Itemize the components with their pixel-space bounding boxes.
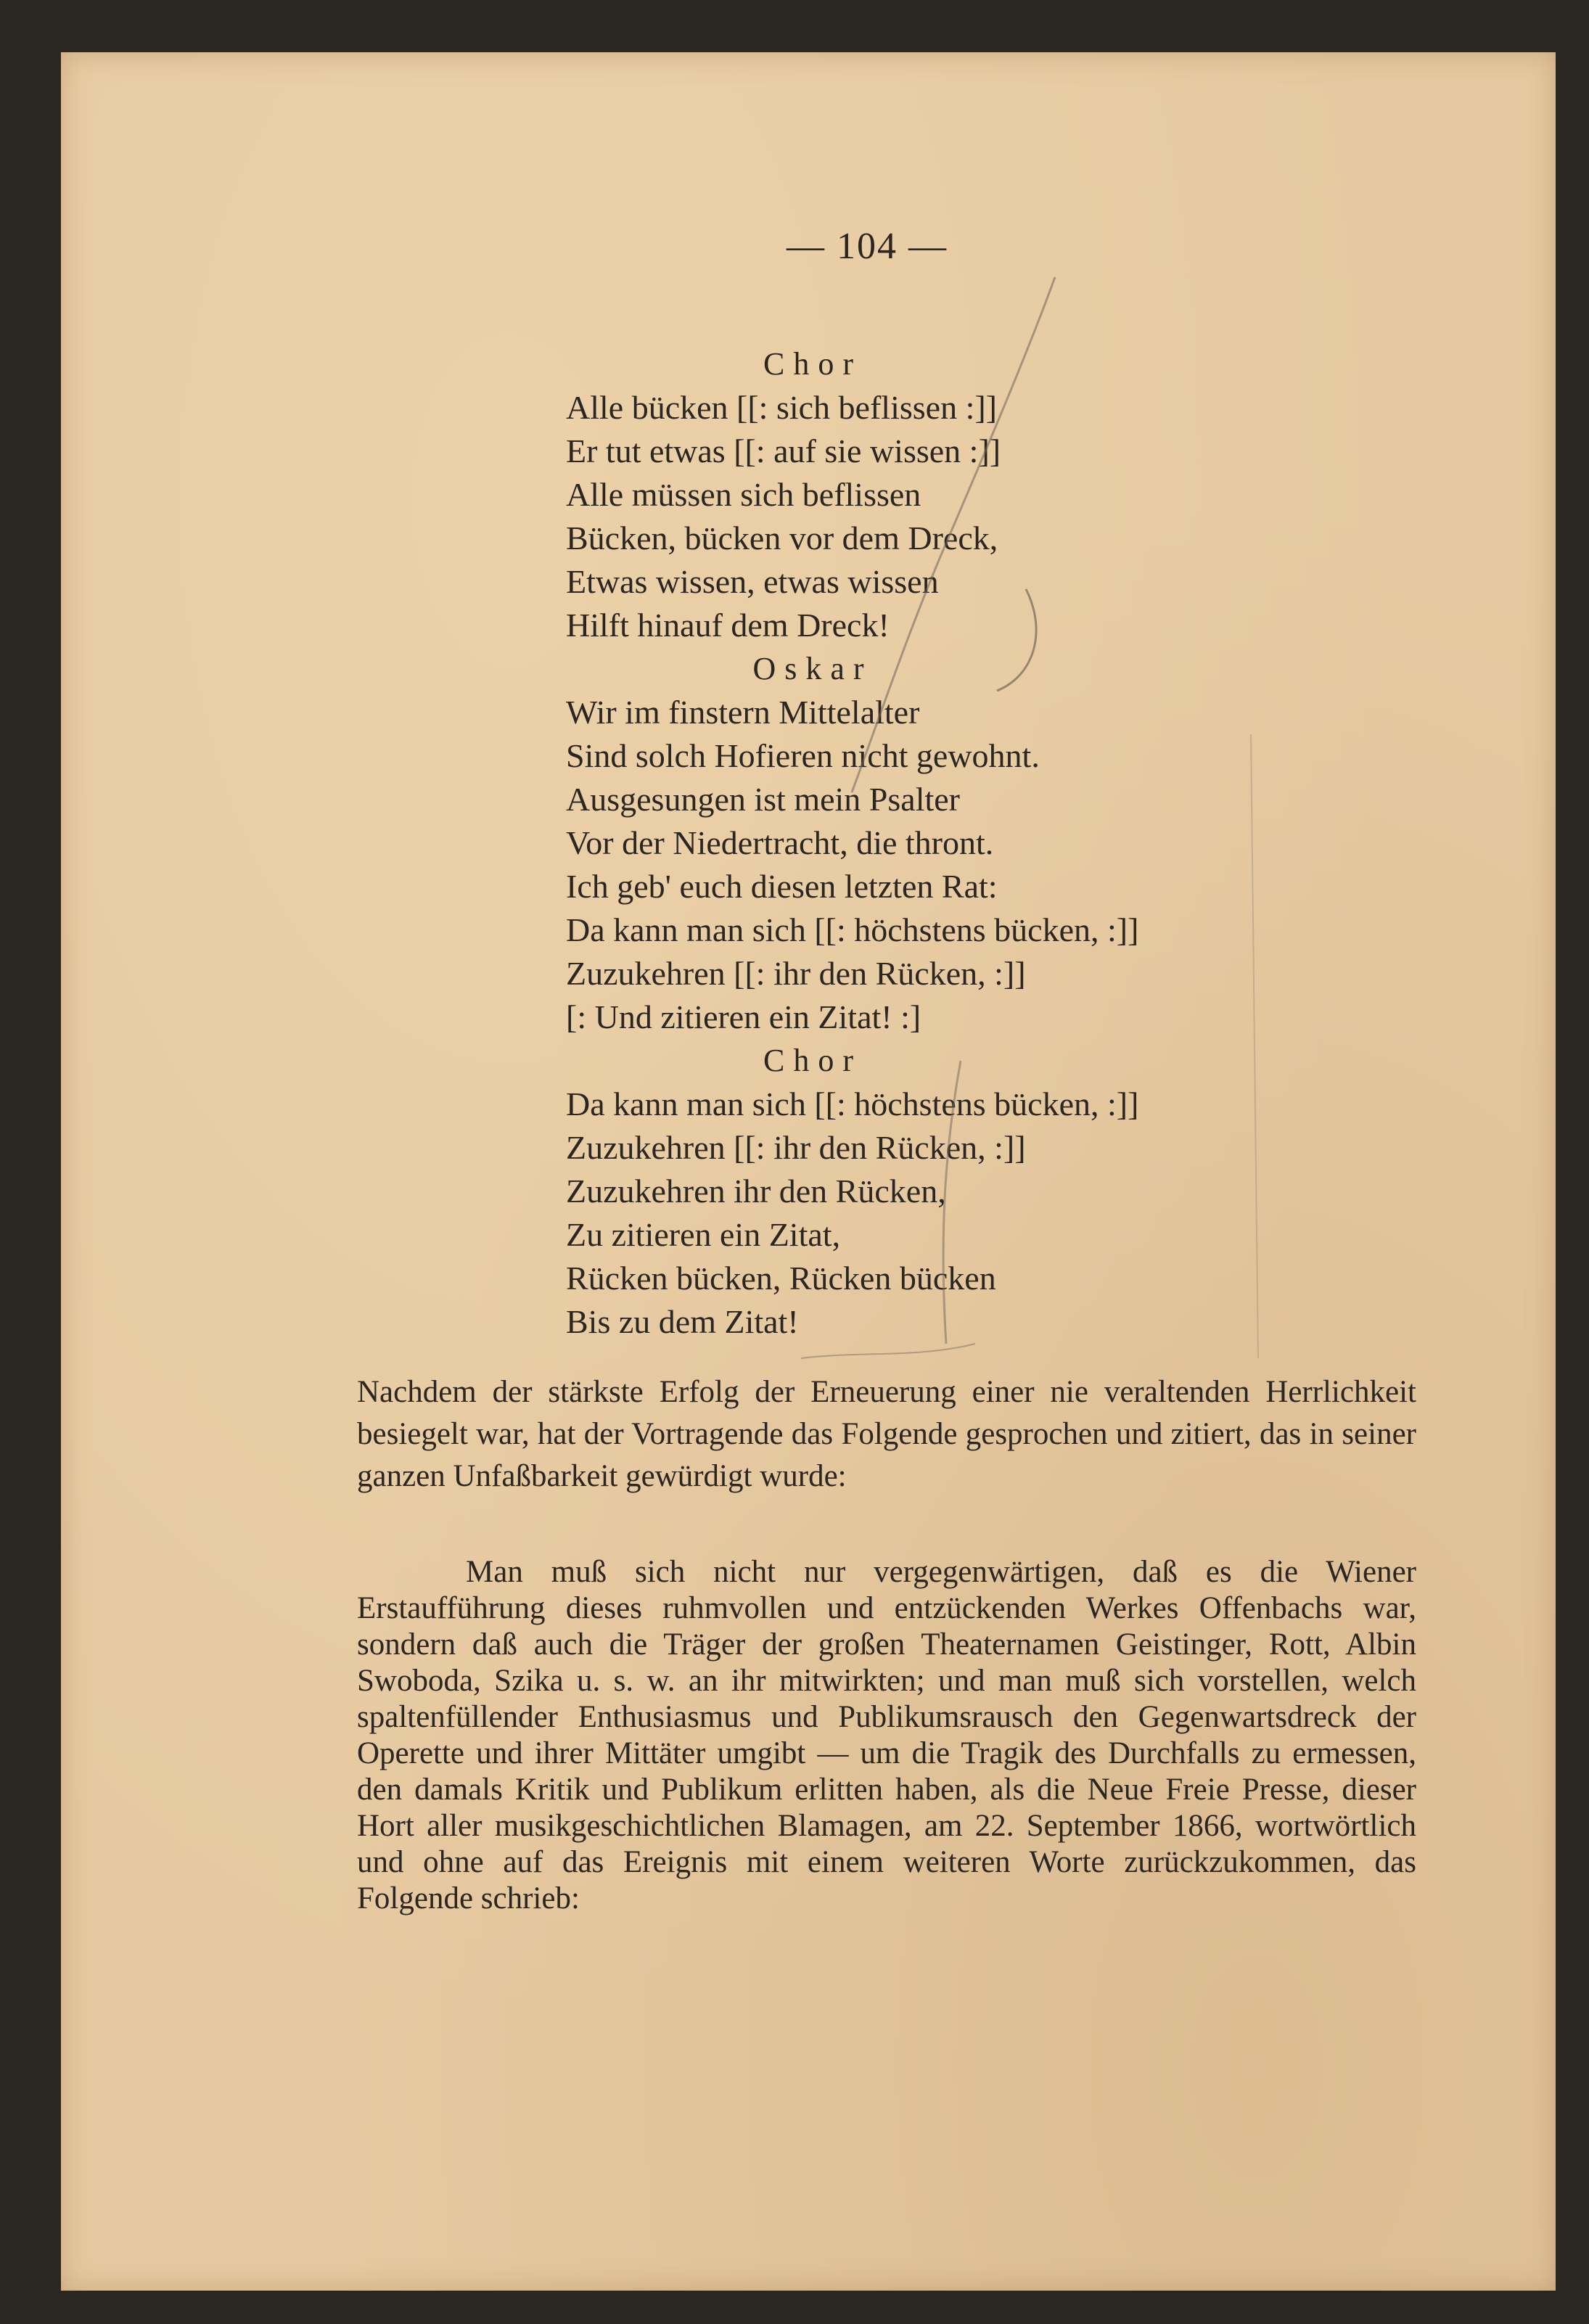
verse-line: Rücken bücken, Rücken bücken [566,1260,996,1297]
verse-line: Bis zu dem Zitat! [566,1303,799,1340]
speaker-heading: Chor [763,1043,862,1078]
verse-line: Da kann man sich [[: höchstens bücken, :]] [566,911,1139,948]
verse-line: Ausgesungen ist mein Psalter [566,781,960,818]
verse-line: Wir im finstern Mittelalter [566,694,920,731]
verse-line: Alle müssen sich beflissen [566,476,921,513]
pencil-stroke [801,1344,975,1358]
verse-line: Zuzukehren ihr den Rücken, [566,1173,946,1210]
verse-line: Er tut etwas [[: auf sie wissen :]] [566,432,1001,469]
paragraph-body: Man muß sich nicht nur vergegenwärtigen, daß es die Wiener Erstaufführung dieses ruhmvollen und entzückenden Werkes Offenbachs war, sondern daß auch die Träger der großen Theaternamen Geistinger, Rott, Albin Swoboda, Szika u. s. w. an ihr mitwirkten; und man muß sich vorstellen, welch spaltenfüllender Enthusiasmus und Publikumsrausch den Gegenwartsdreck der Operette und ihrer Mittäter umgibt — um die Tragik des Durchfalls zu ermessen, den damals Kritik und Publikum erlitten haben, als die Neue Freie Presse, dieser Hort aller musikgeschichtlichen Blamagen, am 22. September 1866, wortwörtlich und ohne auf das Ereignis mit einem weiteren Worte zurückzukommen, das Folgende schrieb: [357,1555,1416,1916]
speaker-heading: Oskar [752,651,873,686]
verse-line: Zuzukehren [[: ihr den Rücken, :]] [566,1129,1026,1166]
verse-line: Bücken, bücken vor dem Dreck, [566,520,998,557]
verse-block [566,342,1364,1344]
verse-line: Sind solch Hofieren nicht gewohnt. [566,737,1040,774]
verse-line: Zuzukehren [[: ihr den Rücken, :]] [566,955,1026,992]
speaker-heading: Chor [763,346,862,382]
verse-line: [: Und zitieren ein Zitat! :] [566,998,921,1035]
verse-line: Etwas wissen, etwas wissen [566,563,939,600]
document-page [61,52,1556,2291]
page-number: — 104 — [787,226,948,267]
verse-line: Zu zitieren ein Zitat, [566,1216,841,1253]
verse-line: Da kann man sich [[: höchstens bücken, :]] [566,1085,1139,1122]
verse-line: Alle bücken [[: sich beflissen :]] [566,389,997,426]
verse-line: Hilft hinauf dem Dreck! [566,607,890,644]
verse-line: Vor der Niedertracht, die thront. [566,824,994,861]
verse-line: Ich geb' euch diesen letzten Rat: [566,868,998,905]
paragraph-intro: Nachdem der stärkste Erfolg der Erneuerung einer nie veraltenden Herrlichkeit besiegelt war, hat der Vortragende das Folgende gesprochen und zitiert, das in seiner ganzen Unfaßbarkeit gewürdigt wurde: [357,1375,1416,1493]
